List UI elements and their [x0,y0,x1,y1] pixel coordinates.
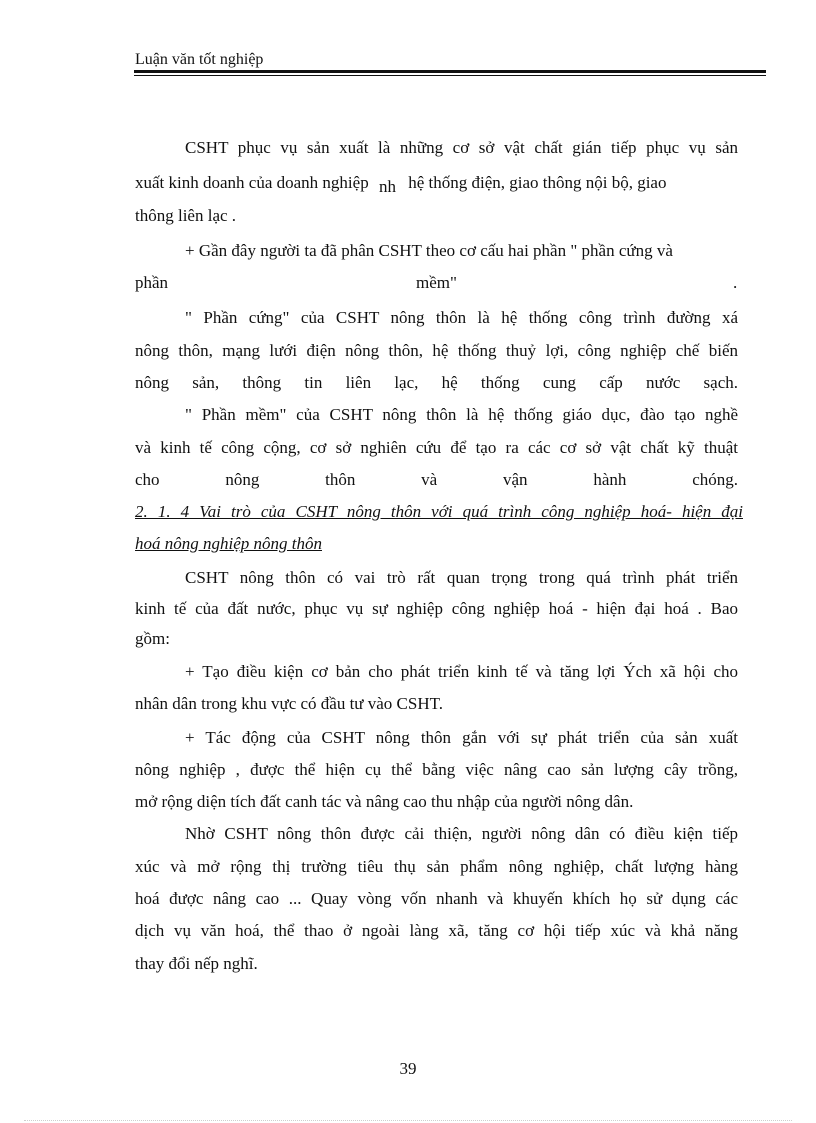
paragraph-line: nhân dân trong khu vực có đầu tư vào CSHT. [135,694,444,713]
paragraph-line: thông liên lạc . [135,206,237,225]
paragraph-line: " Phần mềm" của CSHT nông thôn là hệ thống giáo dục, đào tạo nghề [185,405,738,424]
paragraph-line: nông sản, thông tin liên lạc, hệ thống cung cấp nước sạch. [135,373,738,392]
paragraph-line: " Phần cứng" của CSHT nông thôn là hệ thống công trình đường xá [185,308,738,327]
paragraph-line [135,172,666,194]
text-span: hệ thống điện, giao thông nội bộ, giao [408,173,667,192]
paragraph-line: CSHT nông thôn có vai trò rất quan trọng trong quá trình phát triển [185,568,738,587]
paragraph-line: và kinh tế công cộng, cơ sở nghiên cứu để tạo ra các cơ sở vật chất kỹ thuật [135,438,738,457]
paragraph-line: CSHT phục vụ sản xuất là những cơ sở vật chất gián tiếp phục vụ sản [185,138,738,157]
paragraph-line: mở rộng diện tích đất canh tác và nâng cao thu nhập của người nông dân. [135,792,634,811]
section-heading: hoá nông nghiệp nông thôn [135,534,322,553]
text-span: nh [378,177,396,196]
header-rule-thick [134,70,766,73]
footer-divider [24,1120,792,1121]
paragraph-line: + Tạo điều kiện cơ bản cho phát triển kinh tế và tăng lợi Ých xã hội cho [185,662,738,681]
text-span: xuất kinh doanh của doanh nghiệp [135,173,369,192]
paragraph-line: + Tác động của CSHT nông thôn gắn với sự phát triển của sản xuất [185,728,738,747]
section-heading: 2. 1. 4 Vai trò của CSHT nông thôn với quá trình công nghiệp hoá- hiện đại [135,502,743,521]
paragraph-line: cho nông thôn và vận hành chóng. [135,470,738,489]
paragraph-line: gồm: [135,629,170,648]
paragraph-line: nông nghiệp , được thể hiện cụ thể bằng việc nâng cao sản lượng cây trồng, [135,760,738,779]
paragraph-line-c: . [733,273,738,292]
running-header-title: Luận văn tốt nghiệp [135,51,264,68]
header-rule-thin [134,75,766,76]
paragraph-line: thay đổi nếp nghĩ. [135,954,258,973]
paragraph-line: + Gần đây người ta đã phân CSHT theo cơ cấu hai phần " phần cứng và [185,241,673,260]
paragraph-line: xúc và mở rộng thị trường tiêu thụ sản phẩm nông nghiệp, chất lượng hàng [135,857,738,876]
paragraph-line: dịch vụ văn hoá, thể thao ở ngoài làng xã, tăng cơ hội tiếp xúc và khả năng [135,921,738,940]
paragraph-line: kinh tế của đất nước, phục vụ sự nghiệp công nghiệp hoá - hiện đại hoá . Bao [135,599,738,618]
paragraph-line-b: mềm" [416,273,457,292]
paragraph-line: nông thôn, mạng lưới điện nông thôn, hệ thống thuỷ lợi, công nghiệp chế biến [135,341,738,360]
paragraph-line: Nhờ CSHT nông thôn được cải thiện, người nông dân có điều kiện tiếp [185,824,738,843]
paragraph-line-a: phần [135,273,169,292]
paragraph-line: hoá được nâng cao ... Quay vòng vốn nhanh và khuyến khích họ sử dụng các [135,889,738,908]
page-number: 39 [399,1059,417,1078]
